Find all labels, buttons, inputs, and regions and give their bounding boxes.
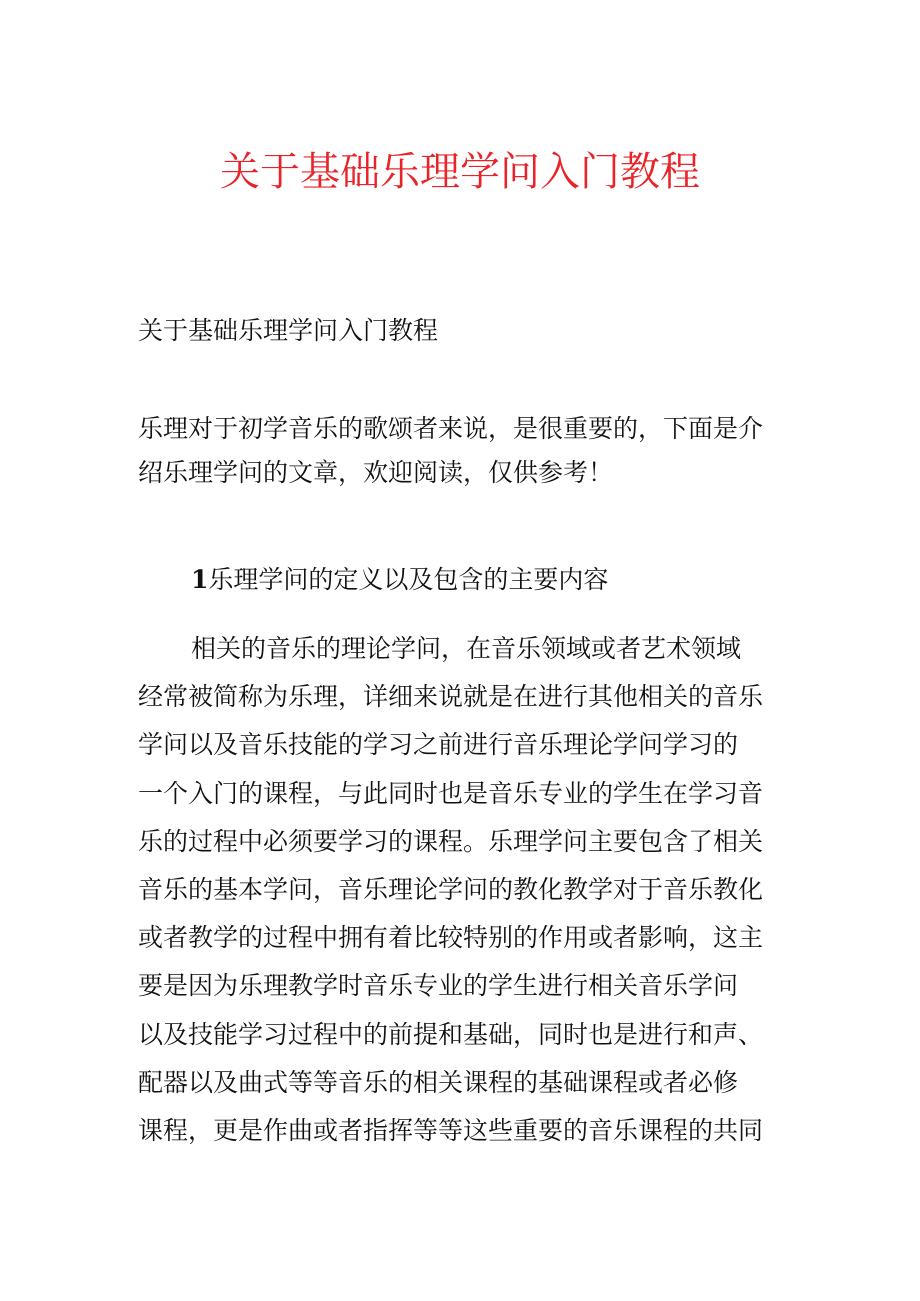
section-heading-text: 乐理学问的定义以及包含的主要内容 (208, 565, 609, 594)
body-line: 学问以及音乐技能的学习之前进行音乐理论学问学习的 (138, 730, 739, 760)
body-line: 要是因为乐理教学时音乐专业的学生进行相关音乐学问 (138, 971, 739, 1001)
body-line: 音乐的基本学问，音乐理论学问的教化教学对于音乐教化 (138, 875, 764, 905)
body-line: 配器以及曲式等等音乐的相关课程的基础课程或者必修 (138, 1067, 739, 1097)
document-subtitle: 关于基础乐理学问入门教程 (138, 316, 439, 345)
section-heading (191, 560, 608, 600)
body-line: 课程，更是作曲或者指挥等等这些重要的音乐课程的共同 (138, 1116, 764, 1146)
body-paragraph (138, 625, 798, 1155)
body-line: 一个入门的课程，与此同时也是音乐专业的学生在学习音 (138, 778, 764, 808)
intro-line: 乐理对于初学音乐的歌颂者来说，是很重要的，下面是介 (138, 414, 764, 443)
body-line: 或者教学的过程中拥有着比较特别的作用或者影响，这主 (138, 923, 764, 953)
section-number: 1 (191, 565, 209, 594)
document-title: 关于基础乐理学问入门教程 (220, 149, 700, 195)
body-line: 以及技能学习过程中的前提和基础，同时也是进行和声、 (138, 1019, 764, 1049)
body-line: 相关的音乐的理论学问，在音乐领域或者艺术领域 (191, 634, 742, 663)
body-line: 经常被简称为乐理，详细来说就是在进行其他相关的音乐 (138, 682, 764, 712)
intro-paragraph (138, 407, 788, 495)
intro-line: 绍乐理学问的文章，欢迎阅读，仅供参考！ (138, 458, 614, 487)
body-line: 乐的过程中必须要学习的课程。乐理学问主要包含了相关 (138, 826, 764, 856)
